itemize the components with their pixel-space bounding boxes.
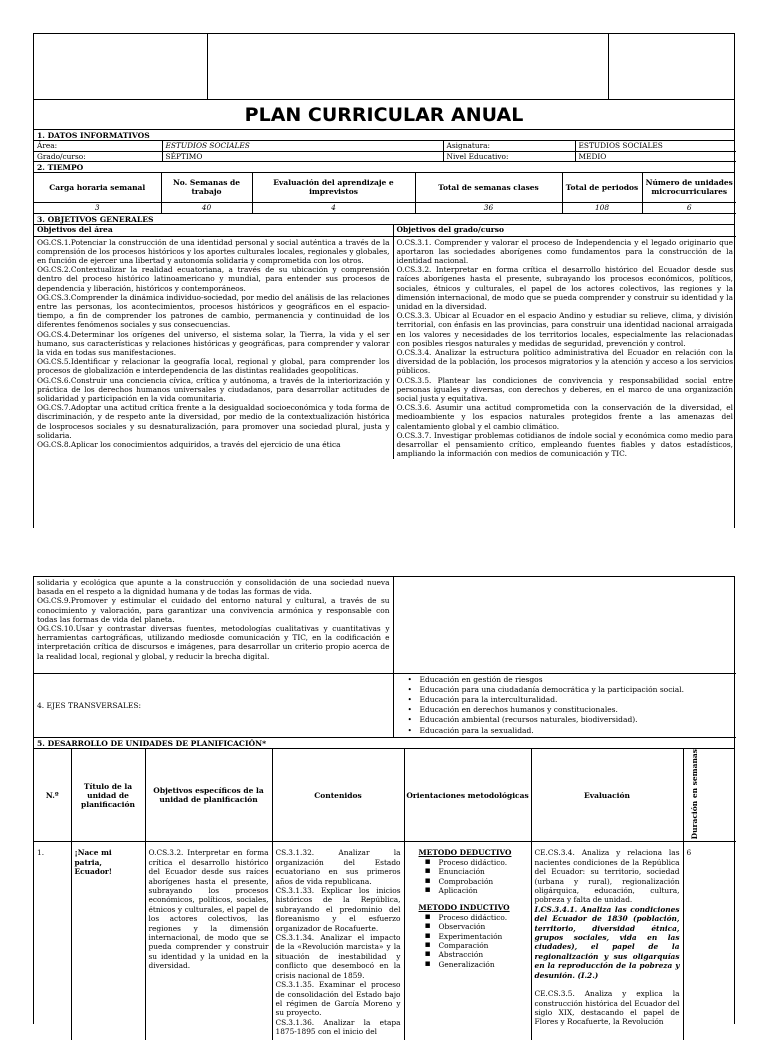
objetivo-area: solidaria y ecológica que apunte a la construcción y consolidación de una sociedad nueva basada en el respeto a la dignidad humana y de todas las formas de vida.	[37, 578, 390, 597]
objetivo-area: OG.CS.5.Identificar y relacionar la geografía local, regional y global, para comprender los procesos de globalización e interdependencia de las distintas realidades geopolíticas.	[37, 357, 390, 376]
tiempo-header: Total de periodos	[562, 173, 642, 203]
objetivo-area: OG.CS.1.Potenciar la construcción de una identidad personal y social auténtica a través de la comprensión de los procesos históricos y los aportes culturales locales, regionales y globales, en función de ejercer una libertad y autonomía solidaria y comprometida con los otros.	[37, 237, 390, 265]
metodo-step: ▪ Proceso didáctico.	[425, 858, 528, 867]
area-label: Área:	[34, 141, 162, 151]
unidades-header: Título de la unidad de planificación	[71, 749, 145, 842]
criterio-evaluacion: CE.CS.3.4. Analiza y relaciona las nacientes condiciones de la República del Ecuador: su territorio, sociedad (urbana y rural), regionalización oligárquica, educación, cultura, pobreza y falta de unidad.	[534, 848, 680, 905]
metodo-step: ▪ Comprobación	[425, 877, 528, 886]
page-2	[33, 576, 735, 1037]
objetivos-continued-table	[34, 577, 736, 674]
objetivo-area: OG.CS.2.Contextualizar la realidad ecuatoriana, a través de su ubicación y comprensión dentro del proceso histórico latinoamericano y mundial, para entender sus procesos de dependencia y liberación, históricos y contemporáneos.	[37, 265, 390, 293]
asignatura-value: ESTUDIOS SOCIALES	[575, 141, 736, 151]
metodo-step: ▪ Experimentación	[425, 932, 528, 941]
unidad-objetivo: O.CS.3.2. Interpretar en forma crítica el desarrollo histórico del Ecuador desde sus raíces aborígenes hasta el presente, subrayando los procesos económicos, políticos, sociales, étnicos y culturales, el papel de los actores colectivos, las regiones y la dimensión internacional, de modo que se pueda comprender y construir su identidad y la unidad en la diversidad.	[148, 848, 269, 971]
ejes-label: 4. EJES TRANSVERSALES:	[34, 674, 393, 738]
document-title: PLAN CURRICULAR ANUAL	[34, 100, 734, 130]
unidad-objetivo-cell	[145, 842, 272, 1040]
tiempo-header: Evaluación del aprendizaje e imprevistos	[252, 173, 415, 203]
section-datos-heading: 1. DATOS INFORMATIVOS	[34, 130, 734, 141]
objetivo-grado: O.CS.3.1. Comprender y valorar el proceso de Independencia y el legado originario que aportaron las sociedades aborígenes como fundamentos para la construcción de la identidad nacional.	[396, 237, 733, 265]
objetivo-grado: O.CS.3.4. Analizar la estructura político administrativa del Ecuador en relación con la diversidad de la población, los procesos migratorios y la atención y acceso a los servicios públicos.	[396, 347, 733, 376]
logo-cell-center	[208, 34, 610, 99]
eje-item: • Educación para la interculturalidad.	[408, 695, 737, 705]
metodo-step: ▪ Observación	[425, 922, 528, 931]
unidad-contenidos-cell	[272, 842, 404, 1040]
tiempo-value: 6	[642, 203, 736, 214]
metodo-step: ▪ Proceso didáctico.	[425, 913, 528, 922]
asignatura-label: Asignatura:	[443, 141, 575, 151]
unidades-header: Evaluación	[531, 749, 683, 842]
ejes-table	[34, 674, 736, 739]
tiempo-header: No. Semanas de trabajo	[161, 173, 252, 203]
objetivos-table	[34, 225, 736, 459]
metodo-step: ▪ Generalización	[425, 960, 528, 969]
eje-item: • Educación ambiental (recursos naturales, biodiversidad).	[408, 715, 737, 725]
objetivo-area: OG.CS.3.Comprender la dinámica individuo-sociedad, por medio del análisis de las relaciones entre las personas, los acontecimientos, procesos históricos y geográficos en el espacio-tiempo, a fin de comprender los patrones de cambio, permanencia y continuidad de los diferentes fenómenos sociales y sus consecuencias.	[37, 292, 390, 330]
unidades-header: Objetivos específicos de la unidad de planificación	[145, 749, 272, 842]
nivel-label: Nivel Educativo:	[443, 151, 575, 161]
objetivo-grado: O.CS.3.7. Investigar problemas cotidianos de índole social y económica como medio para desarrollar el pensamiento crítico, empleando fuentes fiables y datos estadísticos, ampliando la información con medios de comunicación y TIC.	[396, 430, 733, 459]
section-tiempo-heading: 2. TIEMPO	[34, 162, 734, 173]
unidad-num: 1.	[34, 842, 71, 1040]
eje-item: • Educación en derechos humanos y constitucionales.	[408, 705, 737, 715]
section-objetivos-heading: 3. OBJETIVOS GENERALES	[34, 214, 734, 225]
unidad-titulo: ¡Nace mi patria, Ecuador!	[71, 842, 145, 1040]
tiempo-value: 3	[34, 203, 161, 214]
unidad-duracion: 6	[683, 842, 736, 1040]
grado-value: SÉPTIMO	[162, 151, 443, 161]
area-value: ESTUDIOS SOCIALES	[162, 141, 443, 151]
duracion-header-cell	[683, 749, 736, 842]
tiempo-table	[34, 173, 736, 215]
metodo-inductivo-title: METODO INDUCTIVO	[418, 903, 510, 913]
indicador-evaluacion: I.CS.3.4.1. Analiza las condiciones del Ecuador de 1830 (población, territorio, diversidad étnica, grupos sociales, vida en las ciudades), el papel de la regionalización y sus oligarquías en la reproducción de la pobreza y desunión. (I.2.)	[534, 904, 680, 980]
page-1	[33, 33, 735, 528]
objetivos-grado-cell	[393, 236, 736, 459]
metodo-deductivo-list	[419, 858, 528, 896]
objetivo-grado: O.CS.3.6. Asumir una actitud comprometida con la conservación de la diversidad, el medioambiente y los espacios naturales protegidos frente a las amenazas del calentamiento global y el cambio climático.	[396, 403, 733, 431]
tiempo-value: 4	[252, 203, 415, 214]
contenido-item: CS.3.1.36. Analizar la etapa 1875-1895 con el inicio del	[275, 1017, 401, 1037]
metodo-step: ▪ Enunciación	[425, 867, 528, 876]
contenido-item: CS.3.1.34. Analizar el impacto de la «Revolución marcista» y la situación de inestabilidad y conflicto que desembocó en la crisis nacional de 1859.	[275, 933, 401, 980]
contenido-item: CS.3.1.35. Examinar el proceso de consolidación del Estado bajo el régimen de García Moreno y su proyecto.	[275, 980, 401, 1018]
unidades-header: N.º	[34, 749, 71, 842]
logo-cell-left	[34, 34, 208, 99]
datos-table	[34, 141, 736, 162]
unidad-metodos-cell	[404, 842, 531, 1040]
unidades-header: Contenidos	[272, 749, 404, 842]
ejes-list	[394, 675, 737, 736]
metodo-inductivo-list	[419, 913, 528, 969]
tiempo-header: Carga horaria semanal	[34, 173, 161, 203]
objetivos-area-header: Objetivos del área	[34, 225, 393, 236]
duracion-header: Duración en semanas	[689, 749, 699, 840]
objetivo-area: OG.CS.7.Adoptar una actitud crítica frente a la desigualdad socioeconómica y toda forma de discriminación, y de respeto ante la diversidad, por medio de la contextualización histórica de losprocesos sociales y su desnaturalización, para promover una sociedad plural, justa y solidaria.	[37, 403, 390, 440]
tiempo-value: 40	[161, 203, 252, 214]
objetivo-area: OG.CS.10.Usar y contrastar diversas fuentes, metodologías cualitativas y cuantitativas y herramientas cartográficas, utilizando mediosde comunicación y TIC, en la codificación e interpretación crítica de discursos e imágenes, para desarrollar un criterio propio acerca de la realidad local, regional y global, y reducir la brecha digital.	[37, 624, 390, 661]
criterio-evaluacion: CE.CS.3.5. Analiza y explica la construcción histórica del Ecuador del siglo XIX, destacando el papel de Flores y Rocafuerte, la Revolución	[534, 989, 680, 1027]
ejes-list-cell	[393, 674, 736, 738]
unidades-table	[34, 749, 736, 1040]
objetivo-area: OG.CS.9.Promover y estimular el cuidado del entorno natural y cultural, a través de su conocimiento y valoración, para garantizar una convivencia armónica y responsable con todas las formas de vida del planeta.	[37, 596, 390, 624]
eje-item: • Educación para la sexualidad.	[408, 726, 737, 736]
objetivos-area-continued-cell	[34, 577, 393, 673]
tiempo-value: 108	[562, 203, 642, 214]
eje-item: • Educación para una ciudadanía democrática y la participación social.	[408, 685, 737, 695]
eje-item: • Educación en gestión de riesgos	[408, 675, 737, 685]
tiempo-header: Total de semanas clases	[415, 173, 562, 203]
metodo-deductivo-title: METODO DEDUCTIVO	[418, 848, 512, 858]
metodo-step: ▪ Aplicación	[425, 886, 528, 895]
unidades-header: Orientaciones metodológicas	[404, 749, 531, 842]
objetivo-area: OG.CS.6.Construir una conciencia cívica, crítica y autónoma, a través de la interiorización y práctica de los derechos humanos universales y ciudadanos, para desarrollar actitudes de solidaridad y participación en la vida comunitaria.	[37, 375, 390, 403]
grado-label: Grado/curso:	[34, 151, 162, 161]
section-unidades-heading: 5. DESARROLLO DE UNIDADES DE PLANIFICACIÓN*	[34, 738, 734, 749]
objetivos-grado-continued-cell	[393, 577, 736, 673]
header-logo-row	[34, 34, 734, 100]
metodo-step: ▪ Abstracción	[425, 950, 528, 959]
metodo-step: ▪ Comparación	[425, 941, 528, 950]
contenido-item: CS.3.1.33. Explicar los inicios históricos de la República, subrayando el predominio del floreanismo y el esfuerzo organizador de Rocafuerte.	[275, 886, 401, 933]
objetivo-grado: O.CS.3.5. Plantear las condiciones de convivencia y responsabilidad social entre personas iguales y diversas, con derechos y deberes, en el marco de una organización social justa y equitativa.	[396, 375, 733, 403]
objetivos-area-cell	[34, 236, 393, 459]
objetivos-grado-header: Objetivos del grado/curso	[393, 225, 736, 236]
tiempo-value: 36	[415, 203, 562, 214]
logo-cell-right	[609, 34, 734, 99]
unidad-evaluacion-cell	[531, 842, 683, 1040]
objetivo-grado: O.CS.3.2. Interpretar en forma crítica el desarrollo histórico del Ecuador desde sus raíces aborígenes hasta el presente, subrayando los procesos económicos, políticos, sociales, étnicos y culturales, el papel de los actores colectivos, las regiones y la dimensión internacional, de modo que se pueda comprender y construir su identidad y la unidad en la diversidad.	[396, 265, 733, 311]
contenido-item: CS.3.1.32. Analizar la organización del Estado ecuatoriano en sus primeros años de vida republicana.	[275, 848, 401, 886]
tiempo-header: Número de unidades microcurriculares	[642, 173, 736, 203]
nivel-value: MEDIO	[575, 151, 736, 161]
objetivo-area: OG.CS.4.Determinar los orígenes del universo, el sistema solar, la Tierra, la vida y el ser humano, sus características y relaciones históricas y geográficas, para comprender y valorar la vida en todas sus manifestaciones.	[37, 329, 390, 357]
objetivo-area: OG.CS.8.Aplicar los conocimientos adquiridos, a través del ejercicio de una ética	[37, 439, 341, 449]
objetivo-grado: O.CS.3.3. Ubicar al Ecuador en el espacio Andino y estudiar su relieve, clima, y división territorial, con énfasis en las provincias, para construir una identidad nacional arraigada en los valores y necesidades de los territorios locales, especialmente las relacionadas con posibles riesgos naturales y medidas de seguridad, prevención y control.	[396, 311, 733, 348]
